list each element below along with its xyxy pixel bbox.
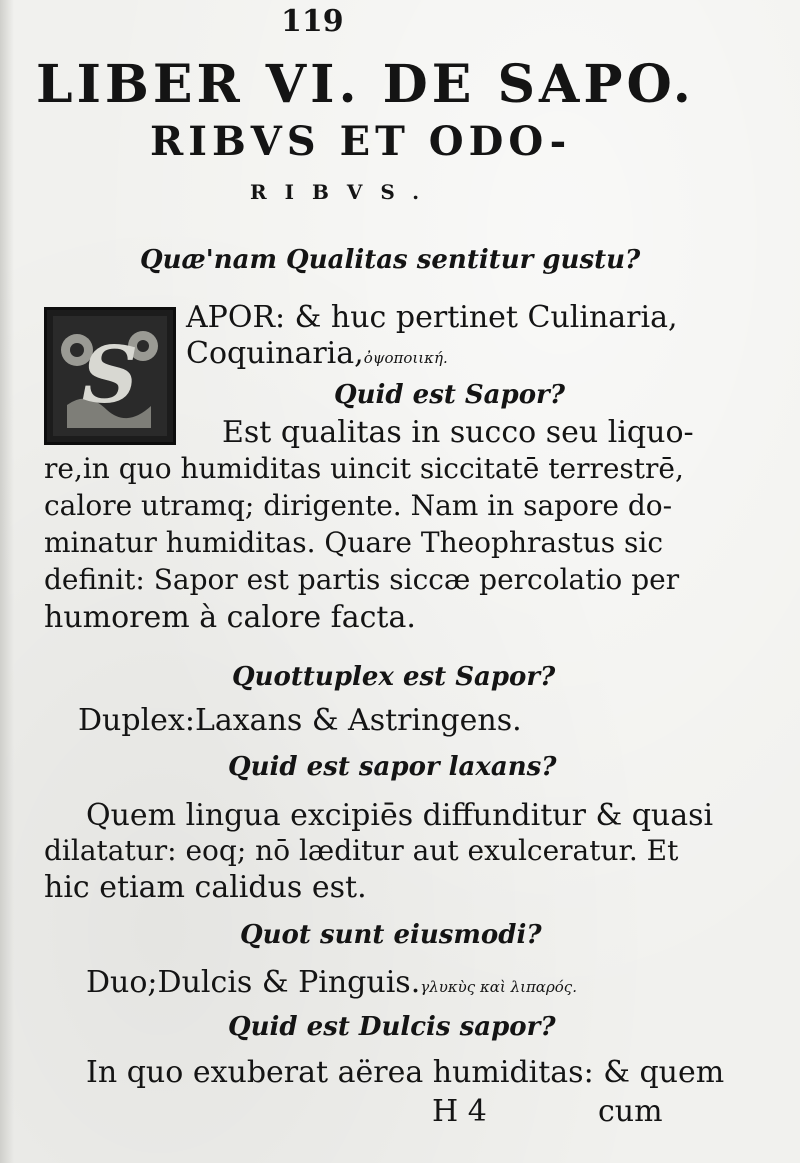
catchword: cum bbox=[598, 1094, 663, 1129]
answer-2-line-5: definit: Sapor est partis siccæ percolatio per bbox=[44, 563, 680, 596]
answer-1-latin: Coquinaria, bbox=[186, 336, 364, 371]
answer-5 bbox=[86, 965, 577, 1000]
chapter-title-line-1: LIBER VI. DE SAPO. bbox=[36, 54, 695, 115]
decorated-initial bbox=[44, 307, 176, 445]
answer-5-greek: γλυκὺς καὶ λιπαρός. bbox=[420, 978, 577, 996]
decorated-initial-s-icon bbox=[47, 310, 173, 442]
answer-2-line-4: minatur humiditas. Quare Theophrastus sic bbox=[44, 526, 664, 559]
page-number: 119 bbox=[281, 4, 344, 39]
answer-5-latin: Duo;Dulcis & Pinguis. bbox=[86, 965, 421, 1000]
answer-4-line-2: dilatatur: eoq; nō læditur aut exulceratur. Et bbox=[44, 834, 679, 867]
chapter-title-line-2: RIBVS ET ODO- bbox=[150, 118, 572, 165]
answer-2-line-6: humorem à calore facta. bbox=[44, 600, 416, 635]
question-6: Quid est Dulcis sapor? bbox=[228, 1012, 556, 1042]
answer-2-line-3: calore utramq; dirigente. Nam in sapore do- bbox=[44, 489, 673, 522]
signature-mark: H 4 bbox=[432, 1094, 487, 1129]
answer-2-line-2: re,in quo humiditas uincit siccitatē terrestrē, bbox=[44, 452, 684, 485]
question-5: Quot sunt eiusmodi? bbox=[240, 920, 542, 950]
answer-1-line-2 bbox=[186, 336, 448, 371]
page-edge-shadow bbox=[0, 0, 14, 1163]
chapter-title-line-3: RIBVS. bbox=[250, 180, 438, 204]
answer-3: Duplex:Laxans & Astringens. bbox=[78, 703, 522, 738]
answer-1-line-1: APOR: & huc pertinet Culinaria, bbox=[186, 300, 678, 335]
answer-1-greek: ὀψοποιική. bbox=[363, 349, 448, 367]
question-4: Quid est sapor laxans? bbox=[228, 752, 557, 782]
question-3: Quottuplex est Sapor? bbox=[232, 662, 556, 692]
answer-6: In quo exuberat aërea humiditas: & quem bbox=[86, 1055, 725, 1090]
question-1: Quæ'nam Qualitas sentitur gustu? bbox=[140, 245, 641, 275]
answer-4-line-3: hic etiam calidus est. bbox=[44, 870, 367, 905]
initial-letter-glyph: S bbox=[81, 330, 139, 421]
answer-2-line-1: Est qualitas in succo seu liquo- bbox=[222, 415, 694, 450]
answer-4-line-1: Quem lingua excipiēs diffunditur & quasi bbox=[86, 798, 714, 833]
question-2: Quid est Sapor? bbox=[334, 380, 565, 410]
